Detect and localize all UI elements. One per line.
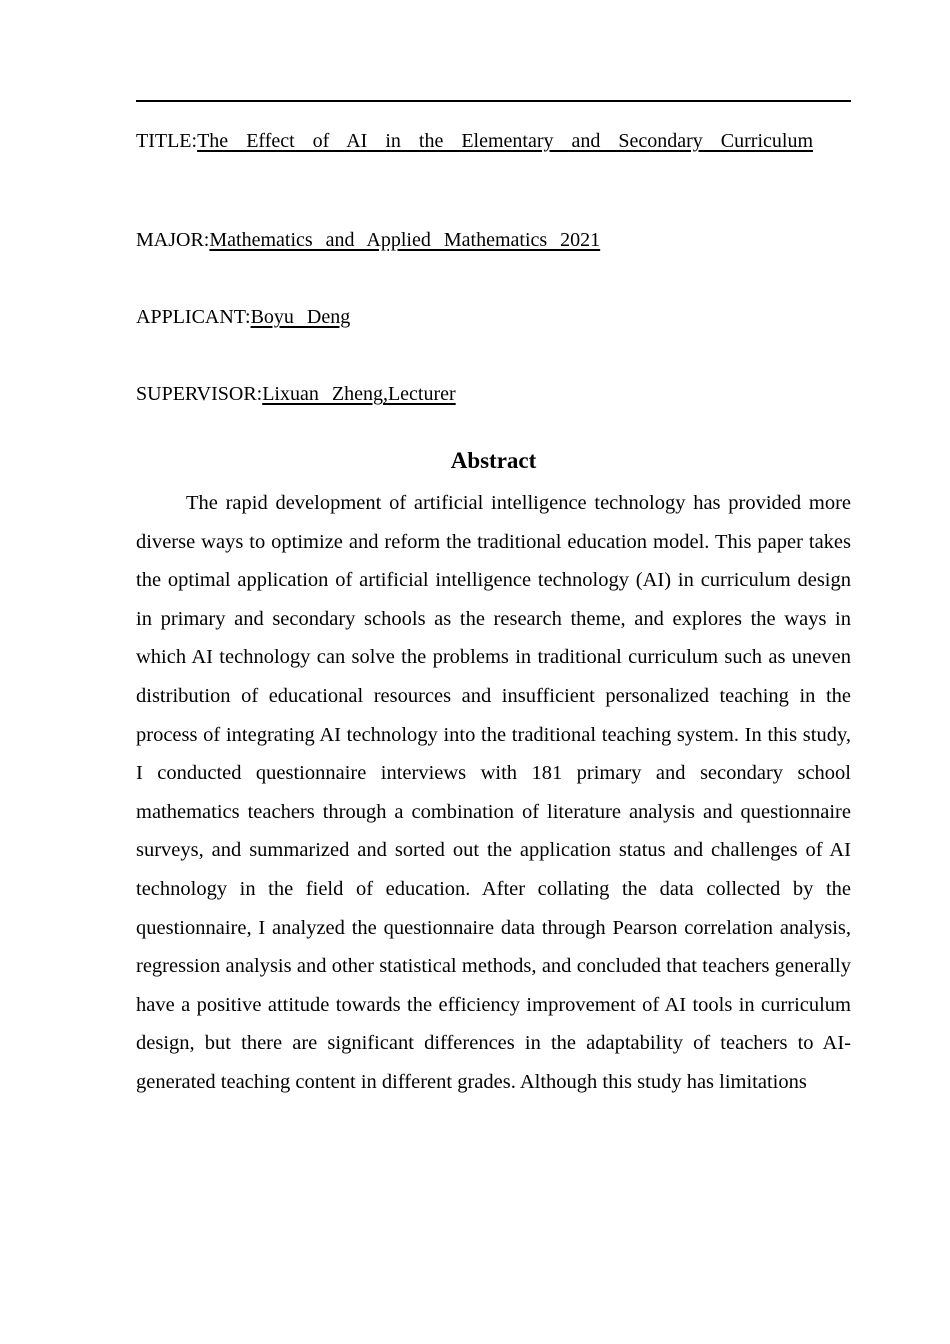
applicant-value: Boyu Deng	[250, 306, 351, 328]
supervisor-value: Lixuan Zheng,Lecturer	[262, 383, 456, 405]
abstract-paragraph: The rapid development of artificial intelligence technology has provided more diverse ways to optimize and reform the traditional education model. This paper takes the optimal application of artificial intelligence technology (AI) in curriculum design in primary and secondary schools as the research theme, and explores the ways in which AI technology can solve the problems in traditional curriculum such as uneven distribution of educational resources and insufficient personalized teaching in the process of integrating AI technology into the traditional teaching system. In this study, I conducted questionnaire interviews with 181 primary and secondary school mathematics teachers through a combination of literature analysis and questionnaire surveys, and summarized and sorted out the application status and challenges of AI technology in the field of education. After collating the data collected by the questionnaire, I analyzed the questionnaire data through Pearson correlation analysis, regression analysis and other statistical methods, and concluded that teachers generally have a positive attitude towards the efficiency improvement of AI tools in curriculum design, but there are significant differences in the adaptability of teachers to AI-generated teaching content in different grades. Although this study has limitations	[136, 492, 851, 1093]
title-value: The Effect of AI in the Elementary and Secondary Curriculum	[197, 130, 813, 152]
major-label: MAJOR:	[136, 229, 210, 251]
supervisor-label: SUPERVISOR:	[136, 383, 263, 405]
title-label: TITLE:	[136, 130, 198, 152]
top-horizontal-rule	[136, 100, 851, 102]
title-field	[136, 129, 813, 153]
major-value: Mathematics and Applied Mathematics 2021	[209, 229, 601, 251]
applicant-label: APPLICANT:	[136, 306, 251, 328]
supervisor-field	[136, 382, 456, 406]
abstract-heading: Abstract	[450, 448, 537, 473]
major-field	[136, 228, 600, 252]
applicant-field	[136, 305, 350, 329]
